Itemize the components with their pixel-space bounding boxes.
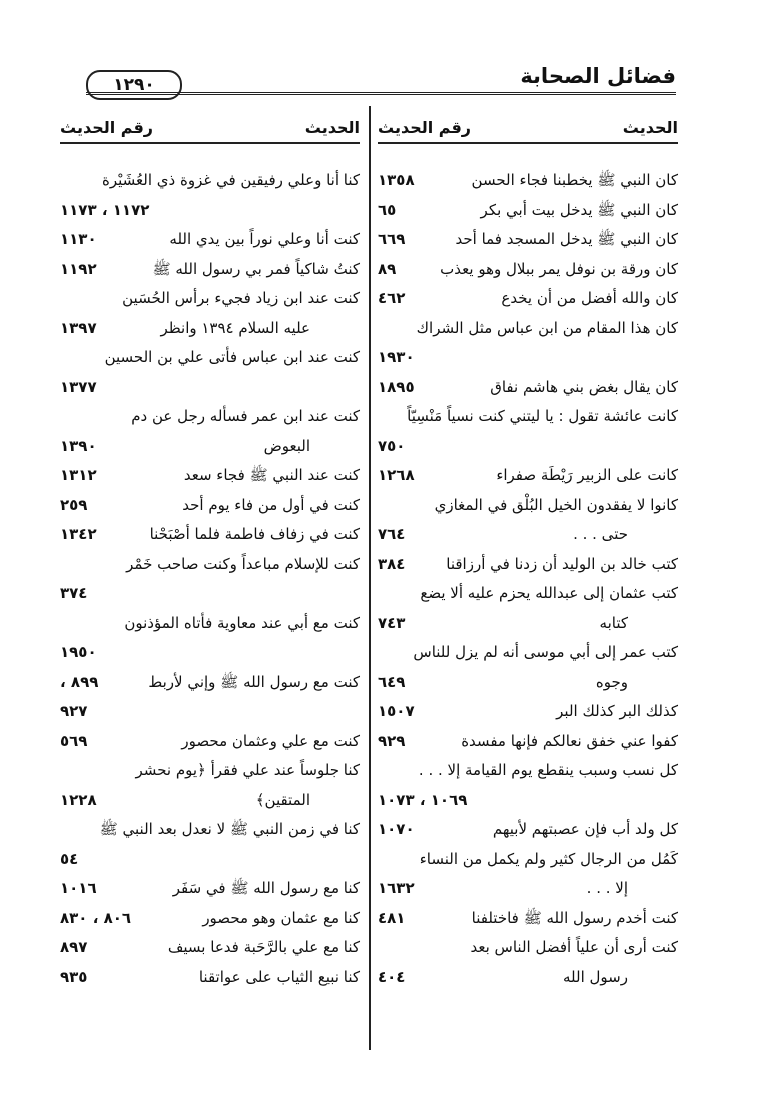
index-entry	[60, 402, 360, 432]
index-entry	[378, 668, 678, 698]
index-entry	[60, 786, 360, 816]
index-entry	[378, 609, 678, 639]
book-title: فضائل الصحابة	[520, 64, 676, 88]
index-entry	[378, 491, 678, 521]
index-entry	[60, 550, 360, 580]
hadith-number: ٨٩٧	[60, 938, 88, 956]
index-entry	[378, 225, 678, 255]
hadith-text: كانوا لا يفقدون الخيل البُلْق في المغازي	[434, 495, 678, 514]
header-rule	[86, 92, 676, 95]
left-column	[60, 106, 360, 986]
index-entry	[60, 491, 360, 521]
left-entries	[60, 166, 360, 992]
hadith-number: ١٨٩٥	[378, 377, 415, 396]
hadith-number: ١٣٩٧	[60, 318, 97, 337]
hadith-text: كنت في أول من فاء يوم أحد	[182, 495, 360, 514]
index-entry	[60, 668, 360, 698]
hadith-text: كان ورقة بن نوفل يمر ببلال وهو يعذب	[440, 259, 678, 278]
hadith-number: ٥٤	[60, 849, 79, 868]
hadith-text: كانت عائشة تقول : يا ليتني كنت نسياً مَنْسِيّاً	[407, 407, 678, 425]
index-entry	[378, 756, 678, 786]
column-divider	[369, 106, 371, 1050]
index-entry	[60, 255, 360, 285]
hadith-number: ١١٣٠	[60, 230, 97, 248]
running-head	[86, 62, 676, 96]
number-header: رقم الحديث	[378, 118, 472, 137]
index-entry	[378, 904, 678, 934]
index-entry	[60, 697, 360, 727]
index-entry	[378, 963, 678, 993]
hadith-number: ٨٩	[378, 259, 397, 278]
hadith-number: ٣٨٤	[378, 554, 406, 573]
hadith-number: ١٥٠٧	[378, 702, 415, 720]
index-entry	[378, 461, 678, 491]
hadith-text: المتقين﴾	[255, 790, 310, 809]
number-header: رقم الحديث	[60, 118, 154, 137]
hadith-text: كنت عند ابن زياد فجيء برأس الحُسَين	[122, 289, 360, 307]
hadith-text: كتب عمر إلى أبي موسى أنه لم يزل للناس	[413, 643, 678, 661]
hadith-number: ٤٦٢	[378, 289, 406, 307]
hadith-number: ٩٣٥	[60, 967, 88, 986]
hadith-text: كنت أنا وعلي نوراً بين يدي الله	[169, 230, 360, 248]
index-entry	[60, 196, 360, 226]
index-entry	[378, 343, 678, 373]
hadith-text: كنت عند النبي ﷺ فجاء سعد	[183, 466, 360, 484]
index-entry	[60, 225, 360, 255]
hadith-text: كتب خالد بن الوليد أن زدنا في أرزاقنا	[446, 554, 678, 573]
hadith-number: ٧٦٤	[378, 525, 406, 543]
index-entry	[378, 874, 678, 904]
hadith-number: ١٣٩٠	[60, 436, 97, 455]
right-column-header	[378, 106, 678, 142]
index-entry	[378, 727, 678, 757]
hadith-text: كنت أرى أن علياً أفضل الناس بعد	[470, 938, 678, 956]
hadith-number: ٥٦٩	[60, 731, 88, 750]
index-entry	[60, 343, 360, 373]
hadith-text: كنت عند ابن عباس فأتى علي بن الحسين	[104, 348, 360, 366]
index-entry	[60, 815, 360, 845]
hadith-text: كان هذا المقام من ابن عباس مثل الشراك	[416, 318, 678, 337]
index-entry	[378, 255, 678, 285]
hadith-text: كنت مع أبي عند معاوية فأتاه المؤذنون	[124, 613, 360, 632]
hadith-text: كانت على الزبير رَيْطَة صفراء	[496, 466, 678, 484]
index-entry	[60, 638, 360, 668]
hadith-number: ١١٩٢	[60, 259, 97, 278]
hadith-number: ١٢٦٨	[378, 466, 415, 484]
index-entry	[378, 845, 678, 875]
hadith-header: الحديث	[304, 118, 360, 137]
hadith-text: كان النبي ﷺ يخطبنا فجاء الحسن	[471, 171, 678, 189]
hadith-number: ١١٧٢ ، ١١٧٣	[60, 200, 150, 219]
index-entry	[60, 963, 360, 993]
hadith-number: ١٠١٦	[60, 879, 97, 897]
hadith-text: حتى . . .	[573, 525, 628, 543]
hadith-number: ١٣١٢	[60, 466, 97, 484]
index-entry	[378, 196, 678, 226]
hadith-text: كنت للإسلام مباعداً وكنت صاحب خَمْر	[126, 554, 360, 573]
right-entries	[378, 166, 678, 992]
hadith-text: كان يقال بغض بني هاشم نفاق	[490, 377, 678, 396]
hadith-text: كان والله أفضل من أن يخدع	[501, 289, 678, 307]
index-entry	[378, 933, 678, 963]
hadith-text: كنا مع عثمان وهو محصور	[202, 908, 360, 927]
hadith-text: كتابه	[599, 613, 628, 632]
index-entry	[60, 727, 360, 757]
hadith-text: كل نسب وسبب ينقطع يوم القيامة إلا . . .	[418, 761, 678, 779]
hadith-number: ١٢٢٨	[60, 790, 97, 809]
hadith-text: كنت عند ابن عمر فسأله رجل عن دم	[131, 407, 360, 425]
index-entry	[378, 432, 678, 462]
index-entry	[378, 786, 678, 816]
hadith-number: ٨٠٦ ، ٨٣٠	[60, 908, 132, 927]
hadith-text: كنا جلوساً عند علي فقرأ ﴿يوم نحشر	[135, 761, 360, 779]
hadith-number: ٢٥٩	[60, 495, 88, 514]
hadith-text: كنا مع رسول الله ﷺ في سَفَر	[172, 879, 360, 897]
hadith-number: ٩٢٧	[60, 702, 88, 720]
hadith-text: كنا في زمن النبي ﷺ لا نعدل بعد النبي ﷺ	[99, 820, 360, 838]
index-entry	[378, 373, 678, 403]
index-entry	[378, 402, 678, 432]
hadith-number: ٦٤٩	[378, 672, 406, 691]
page-number: ١٢٩٠	[86, 70, 182, 100]
index-entry	[60, 933, 360, 963]
hadith-text: كنت في زفاف فاطمة فلما أصْبَحْنا	[149, 525, 360, 543]
index-entry	[60, 609, 360, 639]
hadith-text: كنت أخدم رسول الله ﷺ فاختلفنا	[471, 908, 678, 927]
index-entry	[60, 284, 360, 314]
hadith-text: كنا نبيع الثياب على عواتقنا	[198, 967, 360, 986]
hadith-text: كنتُ شاكياً فمر بي رسول الله ﷺ	[152, 259, 360, 278]
index-entry	[60, 461, 360, 491]
index-entry	[60, 373, 360, 403]
hadith-text: كنا مع علي بالرَّحَبة فدعا بسيف	[167, 938, 360, 956]
index-entry	[60, 314, 360, 344]
index-entry	[60, 166, 360, 196]
hadith-text: كتب عثمان إلى عبدالله يحزم عليه ألا يضع	[420, 584, 678, 602]
hadith-number: ٩٢٩	[378, 731, 406, 750]
hadith-text: كفوا عني خفق نعالكم فإنها مفسدة	[461, 731, 678, 750]
index-entry	[60, 904, 360, 934]
hadith-text: كَمُل من الرجال كثير ولم يكمل من النساء	[419, 849, 678, 868]
index-entry	[60, 756, 360, 786]
hadith-number: ١٣٥٨	[378, 171, 415, 189]
hadith-text: البعوض	[263, 436, 310, 455]
index-entry	[60, 432, 360, 462]
index-entry	[378, 520, 678, 550]
index-entry	[60, 579, 360, 609]
hadith-number: ١٩٥٠	[60, 643, 97, 661]
hadith-text: كل ولد أب فإن عصبتهم لأبيهم	[492, 820, 678, 838]
hadith-number: ١٣٤٢	[60, 525, 97, 543]
hadith-text: كذلك البر كذلك البر	[556, 702, 678, 720]
hadith-number: ١٠٦٩ ، ١٠٧٣	[378, 790, 468, 809]
index-entry	[378, 697, 678, 727]
index-entry	[60, 874, 360, 904]
header-underline	[60, 142, 360, 144]
hadith-text: كنت مع رسول الله ﷺ وإني لأربط	[148, 672, 360, 691]
hadith-text: كنا أنا وعلي رفيقين في غزوة ذي العُشَيْرة	[102, 171, 360, 189]
index-entry	[378, 815, 678, 845]
index-entry	[378, 284, 678, 314]
hadith-header: الحديث	[622, 118, 678, 137]
hadith-number: ٧٤٣	[378, 613, 406, 632]
hadith-text: رسول الله	[563, 967, 628, 986]
index-entry	[60, 845, 360, 875]
hadith-number: ٨٩٩ ،	[60, 672, 99, 691]
index-entry	[378, 638, 678, 668]
right-column	[378, 106, 678, 986]
index-entry	[378, 550, 678, 580]
left-column-header	[60, 106, 360, 142]
hadith-number: ٣٧٤	[60, 584, 88, 602]
index-entry	[378, 314, 678, 344]
hadith-text: كان النبي ﷺ يدخل بيت أبي بكر	[480, 200, 678, 219]
hadith-number: ٧٥٠	[378, 436, 406, 455]
hadith-number: ٤٠٤	[378, 967, 406, 986]
index-entry	[378, 579, 678, 609]
hadith-text: كان النبي ﷺ يدخل المسجد فما أحد	[455, 230, 678, 248]
hadith-number: ٦٦٩	[378, 230, 406, 248]
hadith-text: وجوه	[595, 672, 628, 691]
hadith-text: كنت مع علي وعثمان محصور	[181, 731, 360, 750]
hadith-number: ١٦٣٢	[378, 879, 415, 897]
header-underline	[378, 142, 678, 144]
hadith-number: ١٣٧٧	[60, 377, 97, 396]
hadith-number: ٦٥	[378, 200, 397, 219]
hadith-number: ١٩٣٠	[378, 348, 415, 366]
index-entry	[378, 166, 678, 196]
hadith-number: ١٠٧٠	[378, 820, 415, 838]
hadith-text: عليه السلام ١٣٩٤ وانظر	[160, 318, 310, 337]
hadith-text: إلا . . .	[586, 879, 628, 897]
hadith-number: ٤٨١	[378, 908, 406, 927]
index-entry	[60, 520, 360, 550]
